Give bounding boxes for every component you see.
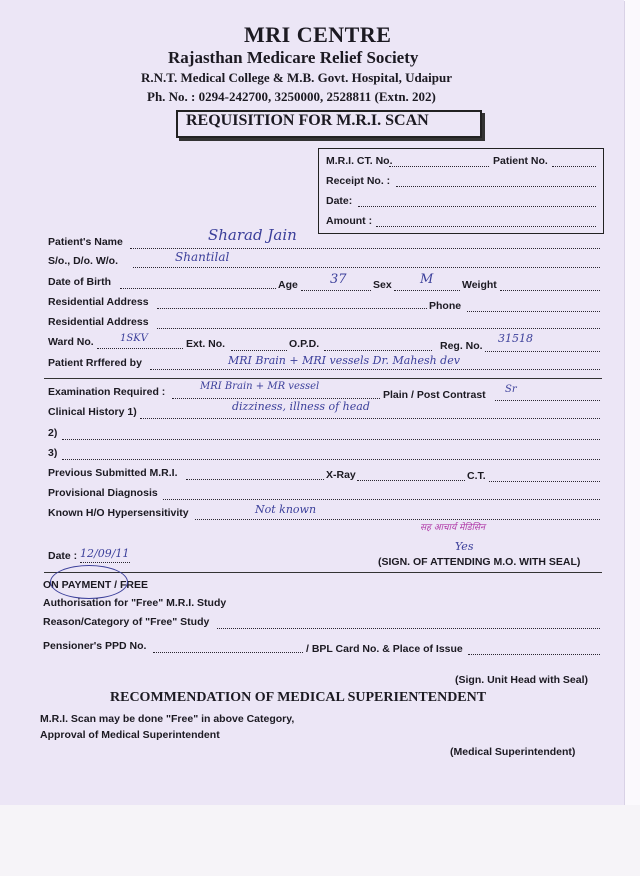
referred-by-value: MRI Brain + MRI vessels Dr. Mahesh dev	[228, 354, 460, 367]
office-date-label: Date:	[326, 195, 353, 207]
patient-no-field[interactable]	[552, 166, 596, 167]
receipt-no-field[interactable]	[396, 186, 596, 187]
relation-field[interactable]	[133, 267, 600, 268]
ct-field[interactable]	[489, 481, 600, 482]
ext-no-field[interactable]	[231, 350, 287, 351]
phone-field[interactable]	[467, 311, 600, 312]
patient-name-value: Sharad Jain	[208, 226, 297, 244]
form-title: REQUISITION FOR M.R.I. SCAN	[186, 112, 429, 129]
ward-no-value: 1SKV	[120, 333, 148, 344]
weight-label: Weight	[462, 279, 497, 291]
residential-address-field-2[interactable]	[157, 328, 600, 329]
reg-no-value: 31518	[498, 332, 533, 345]
free-note: M.R.I. Scan may be done "Free" in above Category,	[40, 713, 295, 725]
clinical-history-field-2[interactable]	[62, 439, 600, 440]
age-field[interactable]	[301, 290, 371, 291]
date-field[interactable]	[80, 562, 130, 563]
mri-ct-no-field[interactable]	[389, 166, 489, 167]
relation-label: S/o., D/o. W/o.	[48, 255, 118, 267]
sex-field[interactable]	[394, 290, 460, 291]
section-divider-1	[44, 378, 602, 379]
payment-type-label: ON PAYMENT / FREE	[43, 579, 149, 591]
patient-no-label: Patient No.	[493, 155, 548, 167]
hypersensitivity-label: Known H/O Hypersensitivity	[48, 507, 189, 519]
referred-by-field[interactable]	[150, 369, 600, 370]
age-label: Age	[278, 279, 298, 291]
provisional-diagnosis-label: Provisional Diagnosis	[48, 487, 158, 499]
ct-label: C.T.	[467, 470, 486, 482]
pensioner-field[interactable]	[153, 652, 303, 653]
date-value: 12/09/11	[80, 547, 130, 560]
society-name: Rajasthan Medicare Relief Society	[168, 48, 419, 67]
phone-label: Phone	[429, 300, 462, 312]
reason-field[interactable]	[217, 628, 600, 629]
referred-by-label: Patient Rrffered by	[48, 357, 142, 369]
unit-head-signature-label: (Sign. Unit Head with Seal)	[455, 674, 589, 686]
reason-label: Reason/Category of "Free" Study	[43, 616, 210, 628]
scan-background	[0, 805, 640, 876]
mo-signature-label: (SIGN. OF ATTENDING M.O. WITH SEAL)	[378, 556, 581, 568]
centre-title: MRI CENTRE	[244, 22, 392, 47]
office-date-field[interactable]	[358, 206, 596, 207]
exam-required-field[interactable]	[172, 398, 380, 399]
reg-no-label: Reg. No.	[440, 340, 483, 352]
authorisation-label: Authorisation for "Free" M.R.I. Study	[43, 597, 227, 609]
prev-mri-field[interactable]	[186, 479, 324, 480]
phone-numbers: Ph. No. : 0294-242700, 3250000, 2528811 (Extn. 202)	[147, 89, 436, 104]
hypersensitivity-value: Not known	[255, 503, 317, 516]
age-value: 37	[330, 272, 347, 287]
section-divider-2	[44, 572, 602, 573]
sex-value: M	[420, 272, 434, 287]
hypersensitivity-field[interactable]	[195, 519, 600, 520]
clinical-history-field-3[interactable]	[62, 459, 600, 460]
clinical-history-3-label: 3)	[48, 447, 58, 459]
payment-circle-mark	[50, 565, 128, 599]
clinical-history-label: Clinical History 1)	[48, 406, 137, 418]
xray-label: X-Ray	[326, 469, 356, 481]
recommendation-heading: RECOMMENDATION OF MEDICAL SUPERIENTENDENT	[110, 690, 487, 705]
doctor-seal: सह आचार्य मेडिसिन	[420, 523, 485, 533]
bpl-field[interactable]	[468, 654, 600, 655]
residential-address-field-1[interactable]	[157, 308, 427, 309]
plain-contrast-value: Sr	[505, 384, 517, 395]
patient-name-field[interactable]	[130, 248, 600, 249]
approval-label: Approval of Medical Superintendent	[40, 729, 220, 741]
reg-no-field[interactable]	[485, 351, 600, 352]
mri-ct-no-label: M.R.I. CT. No.	[326, 155, 393, 167]
clinical-history-value: dizziness, illness of head	[232, 400, 370, 413]
doctor-signature: Yes	[455, 540, 474, 553]
amount-label: Amount :	[326, 215, 373, 227]
provisional-diagnosis-field[interactable]	[163, 499, 600, 500]
opd-field[interactable]	[324, 350, 432, 351]
date-label: Date :	[48, 550, 78, 562]
relation-value: Shantilal	[175, 250, 230, 264]
pensioner-label: Pensioner's PPD No.	[43, 640, 147, 652]
sex-label: Sex	[373, 279, 392, 291]
opd-label: O.P.D.	[289, 338, 320, 350]
clinical-history-field-1[interactable]	[140, 418, 600, 419]
dob-label: Date of Birth	[48, 276, 111, 288]
exam-required-label: Examination Required :	[48, 386, 166, 398]
weight-field[interactable]	[500, 290, 600, 291]
plain-contrast-label: Plain / Post Contrast	[383, 389, 486, 401]
amount-field[interactable]	[376, 226, 596, 227]
ext-no-label: Ext. No.	[186, 338, 226, 350]
ward-no-label: Ward No.	[48, 336, 94, 348]
plain-contrast-field[interactable]	[495, 400, 600, 401]
bpl-label: / BPL Card No. & Place of Issue	[306, 643, 463, 655]
exam-required-value: MRI Brain + MR vessel	[200, 381, 320, 392]
clinical-history-2-label: 2)	[48, 427, 58, 439]
xray-field[interactable]	[357, 480, 465, 481]
residential-address-label-2: Residential Address	[48, 316, 149, 328]
residential-address-label-1: Residential Address	[48, 296, 149, 308]
patient-name-label: Patient's Name	[48, 236, 123, 248]
dob-field[interactable]	[120, 288, 276, 289]
medical-superintendent-label: (Medical Superintendent)	[450, 746, 576, 758]
receipt-no-label: Receipt No. :	[326, 175, 391, 187]
hospital-name: R.N.T. Medical College & M.B. Govt. Hospital, Udaipur	[141, 70, 453, 85]
ward-no-field[interactable]	[97, 348, 183, 349]
prev-mri-label: Previous Submitted M.R.I.	[48, 467, 178, 479]
